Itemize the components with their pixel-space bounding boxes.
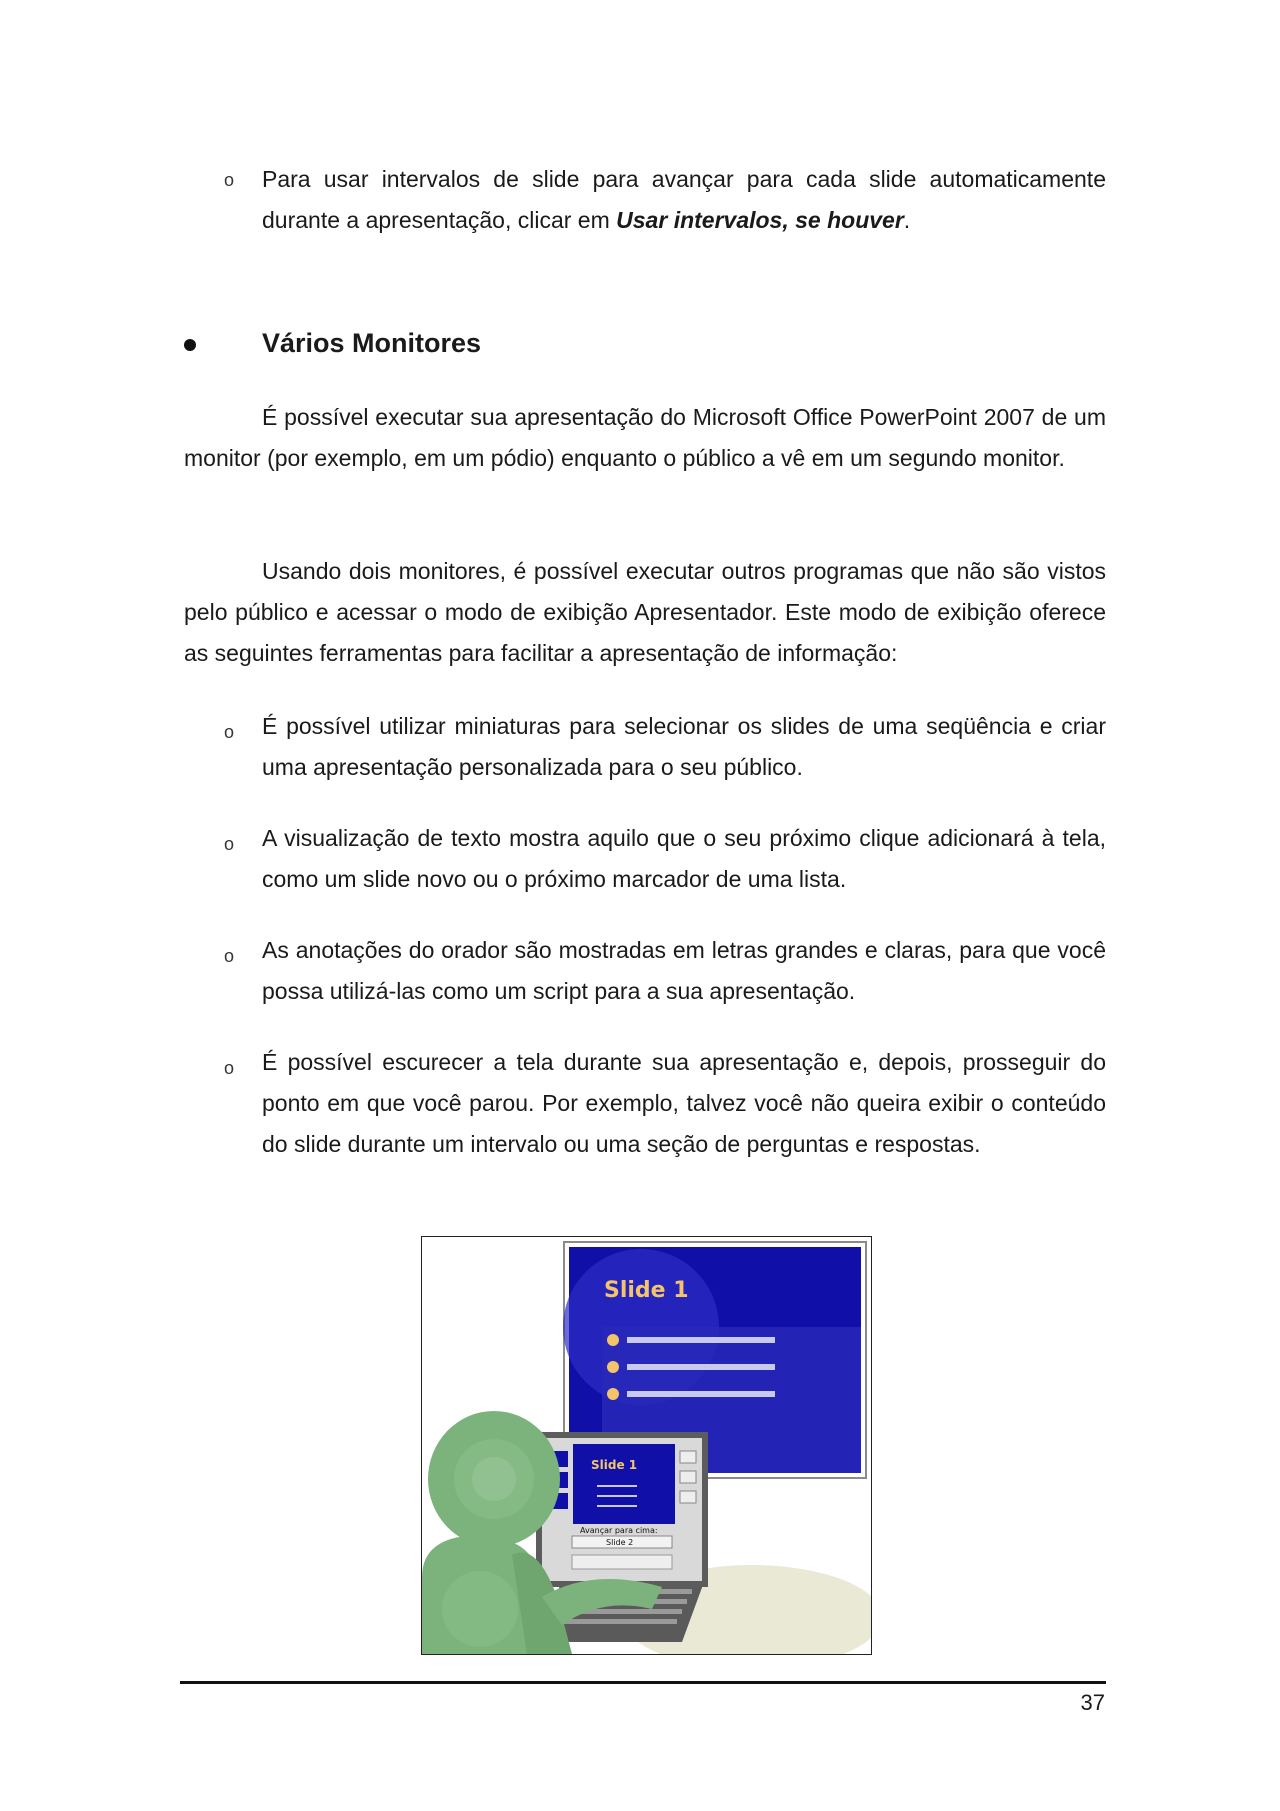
bullet-marker: o bbox=[224, 1058, 235, 1078]
intro-item-text: Para usar intervalos de slide para avançar para cada slide automaticamente durante a apresentação, clicar em bbox=[262, 166, 1106, 233]
laptop-slide-line bbox=[597, 1505, 637, 1507]
footer-rule bbox=[180, 1681, 1106, 1684]
laptop-tool-box bbox=[680, 1451, 696, 1463]
screen-slide-title: Slide 1 bbox=[604, 1278, 689, 1303]
bullet-marker: o bbox=[224, 722, 235, 742]
paragraph-1: É possível executar sua apresentação do Microsoft Office PowerPoint 2007 de um monitor (por exemplo, em um pódio) enquanto o público a vê em um segundo monitor. bbox=[184, 404, 1106, 471]
screen-bullet-dot bbox=[607, 1388, 619, 1400]
section-title: Vários Monitores bbox=[262, 328, 482, 358]
intro-item bbox=[262, 159, 1106, 241]
laptop-slide-line bbox=[597, 1485, 637, 1487]
laptop-slide-line bbox=[597, 1495, 637, 1497]
screen-bullet-dot bbox=[607, 1334, 619, 1346]
screen-bullet-line bbox=[627, 1337, 775, 1343]
page-number: 37 bbox=[1080, 1690, 1105, 1715]
bullet-marker: o bbox=[224, 946, 235, 966]
list-item-1: É possível utilizar miniaturas para selecionar os slides de uma seqüência e criar uma apresentação personalizada para o seu público. bbox=[262, 713, 1106, 780]
laptop-slide-title: Slide 1 bbox=[591, 1458, 638, 1472]
screen-bullet-line bbox=[627, 1391, 775, 1397]
laptop-next-slide: Slide 2 bbox=[606, 1538, 634, 1547]
list-item-4: É possível escurecer a tela durante sua apresentação e, depois, prosseguir do ponto em que você parou. Por exemplo, talvez você não queira exibir o conteúdo do slide durante um intervalo ou uma seção de perguntas e respostas. bbox=[262, 1049, 1106, 1157]
laptop-current-slide bbox=[573, 1444, 675, 1524]
intro-item-end: . bbox=[903, 207, 911, 233]
intro-item-emphasis: Usar intervalos, se houver bbox=[616, 207, 904, 233]
screen-bullet-dot bbox=[607, 1361, 619, 1373]
screen-bullet-line bbox=[627, 1364, 775, 1370]
bullet-marker: o bbox=[224, 834, 235, 854]
bullet-marker: o bbox=[224, 170, 235, 190]
laptop-next-label: Avançar para cima: bbox=[580, 1526, 658, 1535]
presenter-illustration bbox=[421, 1236, 872, 1655]
heading-bullet-icon bbox=[184, 339, 196, 351]
paragraph-2: Usando dois monitores, é possível executar outros programas que não são vistos pelo público e acessar o modo de exibição Apresentador. Este modo de exibição oferece as seguintes ferramentas para facilitar a apresentação de informação: bbox=[184, 558, 1106, 666]
list-item-2: A visualização de texto mostra aquilo que o seu próximo clique adicionará à tela, como um slide novo ou o próximo marcador de uma lista. bbox=[262, 825, 1106, 892]
laptop-tool-box bbox=[680, 1471, 696, 1483]
presenter-illustration-svg bbox=[422, 1237, 871, 1654]
laptop-tool-box bbox=[680, 1491, 696, 1503]
laptop-notes-box bbox=[572, 1555, 672, 1569]
list-item-3: As anotações do orador são mostradas em letras grandes e claras, para que você possa utilizá-las como um script para a sua apresentação. bbox=[262, 937, 1106, 1004]
